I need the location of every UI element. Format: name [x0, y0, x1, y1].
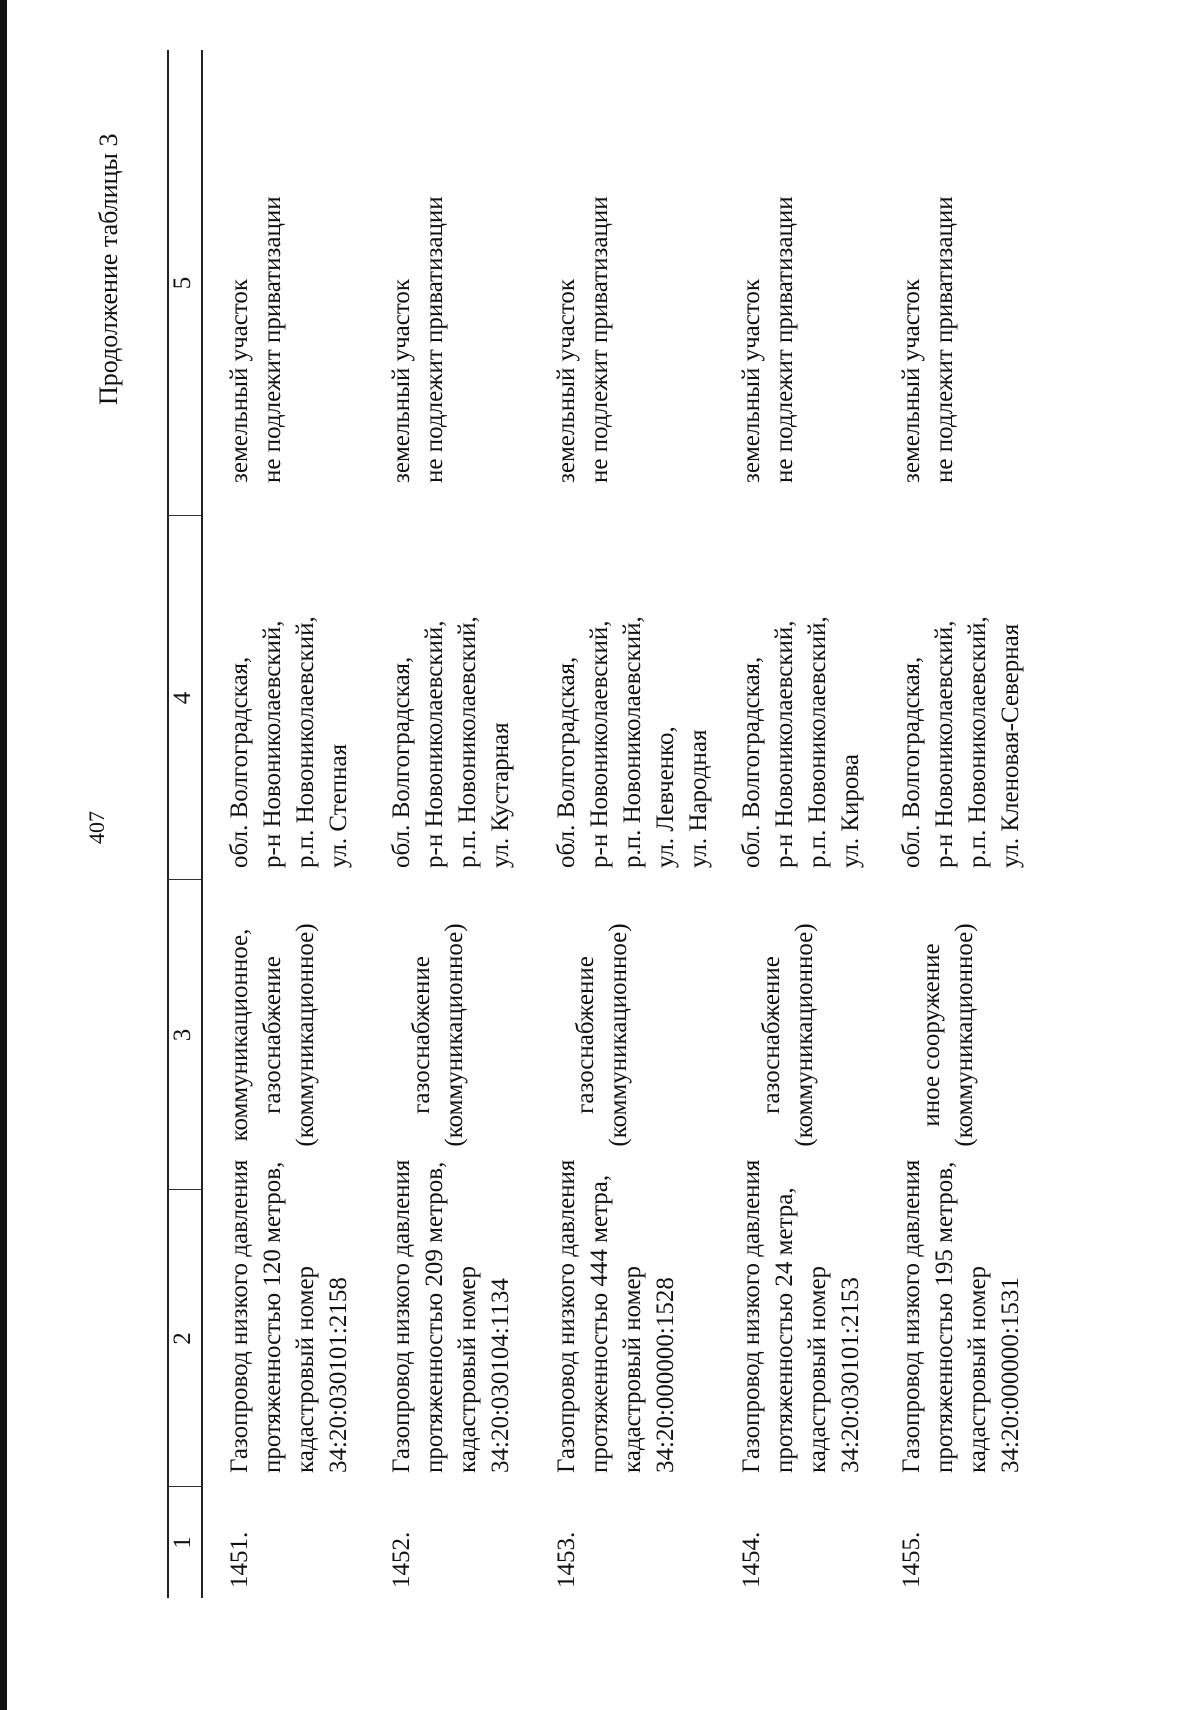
- table-continuation-label: Продолжение таблицы 3: [94, 133, 123, 405]
- column-header: 2: [169, 1332, 196, 1345]
- row-number: 1453.: [553, 1531, 580, 1588]
- object-purpose: газоснабжение (коммуникационное): [408, 923, 468, 1147]
- row-number: 1454.: [738, 1531, 765, 1588]
- object-purpose: коммуникационное, газоснабжение (коммуникационное): [226, 923, 319, 1147]
- column-header: 3: [169, 1028, 196, 1042]
- land-note: земельный участок не подлежит приватизации: [388, 196, 448, 483]
- property-table: [167, 50, 1027, 1598]
- object-description: Газопровод низкого давления протяженностью 120 метров, кадастровый номер 34:20:030101:2158: [226, 1159, 352, 1473]
- row-number: 1452.: [388, 1531, 415, 1588]
- object-address: обл. Волгоградская, р-н Новониколаевский, р.п. Новониколаевский, ул. Левченко, ул. Народная: [553, 616, 712, 868]
- table-header-rule: [201, 50, 203, 1598]
- column-header: 1: [169, 1536, 196, 1549]
- object-description: Газопровод низкого давления протяженностью 444 метра, кадастровый номер 34:20:000000:1528: [553, 1159, 679, 1473]
- object-description: Газопровод низкого давления протяженностью 209 метров, кадастровый номер 34:20:030104:1134: [388, 1159, 514, 1473]
- land-note: земельный участок не подлежит приватизации: [553, 196, 613, 483]
- page-number: 407: [84, 811, 109, 844]
- column-header: 5: [169, 276, 196, 290]
- object-address: обл. Волгоградская, р-н Новониколаевский, р.п. Новониколаевский, ул. Кленовая-Северная: [898, 616, 1024, 868]
- row-number: 1455.: [898, 1531, 925, 1588]
- object-purpose: газоснабжение (коммуникационное): [572, 923, 632, 1147]
- land-note: земельный участок не подлежит приватизации: [226, 196, 286, 483]
- object-purpose: газоснабжение (коммуникационное): [758, 923, 818, 1147]
- object-address: обл. Волгоградская, р-н Новониколаевский, р.п. Новониколаевский, ул. Кустарная: [388, 616, 514, 868]
- object-address: обл. Волгоградская, р-н Новониколаевский, р.п. Новониколаевский, ул. Кирова: [738, 616, 864, 868]
- object-description: Газопровод низкого давления протяженностью 24 метра, кадастровый номер 34:20:030101:2153: [738, 1159, 864, 1473]
- object-purpose: иное сооружение (коммуникационное): [918, 923, 978, 1147]
- object-description: Газопровод низкого давления протяженностью 195 метров, кадастровый номер 34:20:000000:1531: [898, 1159, 1024, 1473]
- land-note: земельный участок не подлежит приватизации: [738, 196, 798, 483]
- object-address: обл. Волгоградская, р-н Новониколаевский, р.п. Новониколаевский, ул. Степная: [226, 616, 352, 868]
- row-number: 1451.: [226, 1531, 253, 1588]
- land-note: земельный участок не подлежит приватизации: [898, 196, 958, 483]
- column-header: 4: [169, 691, 196, 705]
